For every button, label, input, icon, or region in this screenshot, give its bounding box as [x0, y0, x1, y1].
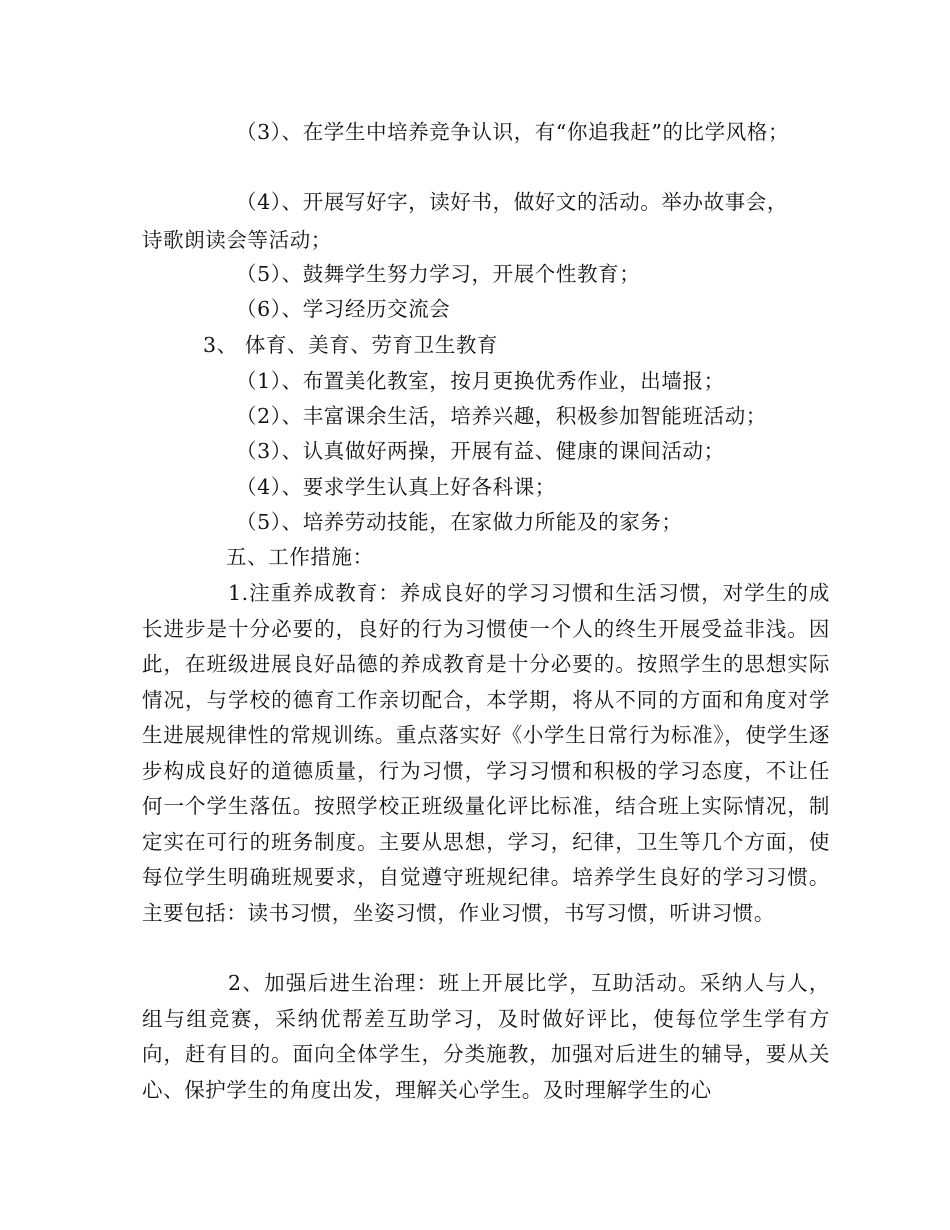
text-line-item-3-competition: （3）、在学生中培养竞争认识，有“你追我赶”的比学风格；	[236, 120, 790, 144]
section-heading-5-measures: 五、工作措施：	[226, 545, 374, 569]
text-line-item-4-classes: （4）、要求学生认真上好各科课；	[236, 475, 556, 499]
text-line-item-3-exercises: （3）、认真做好两操，开展有益、健康的课间活动；	[236, 439, 725, 463]
text-line-item-1-classroom: （1）、布置美化教室，按月更换优秀作业，出墙报；	[236, 369, 725, 393]
section-heading-3-pe-arts-labor: 3、 体育、美育、劳育卫生教育	[203, 333, 499, 357]
text-line-item-4-continued: 诗歌朗读会等活动；	[142, 228, 332, 252]
text-line-item-6-exchange: （6）、学习经历交流会	[236, 297, 451, 321]
paragraph-underachiever-management: 2、加强后进生治理：班上开展比学，互助活动。采纳人与人，组与组竞赛，采纳优帮差互助学习，及时做好评比，使每位学生学有方向，赶有目的。面向全体学生，分类施教，加强对后进生的辅导，要从关心、保护学生的角度出发，理解关心学生。及时理解学生的心	[142, 971, 830, 1102]
text-line-item-5-labor: （5）、培养劳动技能，在家做力所能及的家务；	[236, 510, 683, 534]
text-line-item-5-encourage: （5）、鼓舞学生努力学习，开展个性教育；	[236, 262, 641, 286]
text-line-item-4-reading: （4）、开展写好字，读好书，做好文的活动。举办故事会，	[236, 190, 788, 214]
text-line-item-2-activities: （2）、丰富课余生活，培养兴趣，积极参加智能班活动；	[236, 404, 767, 428]
paragraph-habit-education: 1.注重养成教育：养成良好的学习习惯和生活习惯，对学生的成长进步是十分必要的，良好的行为习惯使一个人的终生开展受益非浅。因此，在班级进展良好品德的养成教育是十分必要的。按照学生的思想实际情况，与学校的德育工作亲切配合，本学期，将从不同的方面和角度对学生进展规律性的常规训练。重点落实好《小学生日常行为标准》，使学生逐步构成良好的道德质量，行为习惯，学习习惯和积极的学习态度，不让任何一个学生落伍。按照学校正班级量化评比标准，结合班上实际情况，制定实在可行的班务制度。主要从思想，学习，纪律，卫生等几个方面，使每位学生明确班规要求，自觉遵守班规纪律。培养学生良好的学习习惯。主要包括：读书习惯，坐姿习惯，作业习惯，书写习惯，听讲习惯。	[142, 581, 830, 925]
